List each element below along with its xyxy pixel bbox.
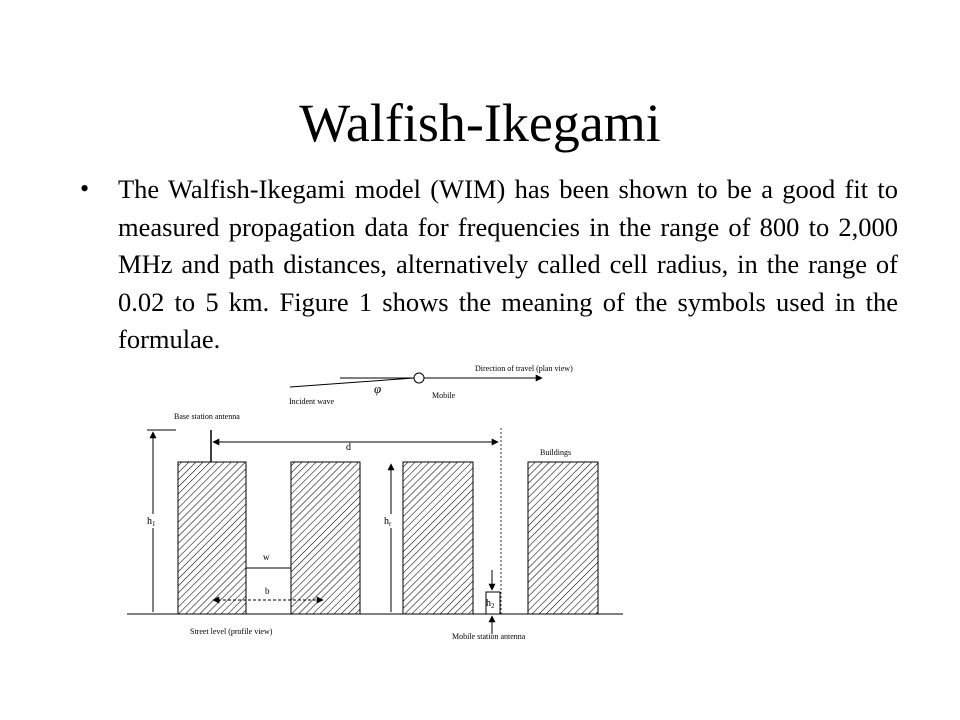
phi-label: φ <box>374 381 382 396</box>
svg-text:h1: $h_1$ <box>147 516 156 528</box>
bullet-marker: • <box>80 174 90 203</box>
mobile-station-label: Mobile station antenna <box>452 632 526 641</box>
h1-label <box>146 514 160 528</box>
b-label: b <box>265 586 270 596</box>
bullet-text: The Walfish-Ikegami model (WIM) has been shown to be a good fit to measured propagation data for frequencies in the range of 800 to 2,000 MHz and path distances, alternatively called cell radius, in the range of 0.02 to 5 km. Figure 1 shows the meaning of the symbols used in the formulae. <box>118 174 898 355</box>
mobile-marker <box>414 373 424 383</box>
incident-wave-line <box>290 378 414 387</box>
h2-label: $h_2$ <box>486 598 495 610</box>
building <box>291 462 360 614</box>
hr-label <box>383 514 397 528</box>
building <box>528 462 598 614</box>
w-label: w <box>263 552 270 562</box>
d-label: d <box>346 442 351 453</box>
incident-wave-label: Incident wave <box>289 397 335 406</box>
slide-title: Walfish-Ikegami <box>299 93 661 153</box>
plan-view <box>289 364 573 406</box>
buildings-label: Buildings <box>540 448 572 457</box>
direction-label: Direction of travel (plan view) <box>475 364 573 373</box>
building <box>178 462 246 614</box>
building <box>403 462 473 614</box>
svg-text:hr: $h_r$ <box>384 516 392 528</box>
mobile-label: Mobile <box>432 391 456 400</box>
street-level-label: Street level (profile view) <box>190 627 273 636</box>
base-station-label: Base station antenna <box>174 412 240 421</box>
